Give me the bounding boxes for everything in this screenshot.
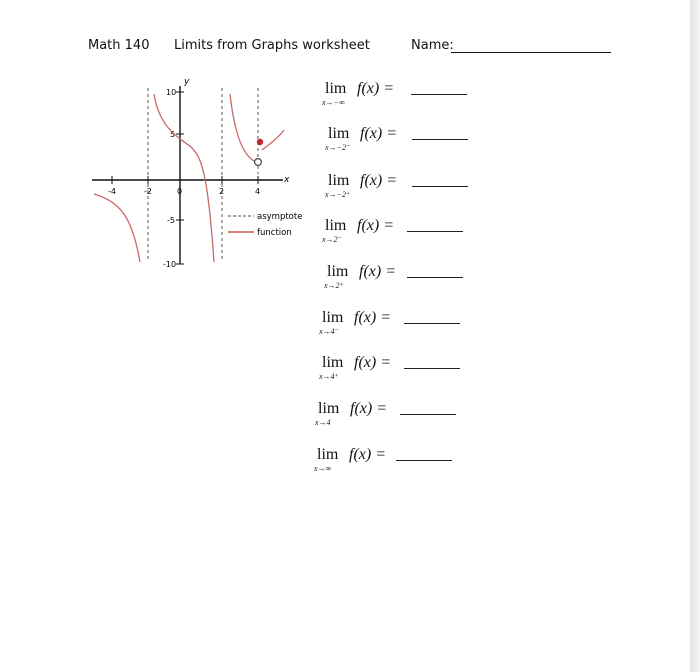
limit-approach: x→−2⁻ bbox=[325, 143, 351, 152]
limit-approach: x→4 bbox=[315, 418, 331, 427]
filled-point bbox=[257, 139, 263, 145]
worksheet-title: Limits from Graphs worksheet bbox=[174, 38, 370, 53]
function-notation: f(x) = bbox=[354, 354, 391, 371]
answer-blank[interactable] bbox=[396, 460, 452, 461]
axes bbox=[92, 86, 283, 264]
function-notation: f(x) = bbox=[360, 125, 397, 142]
lim-word: lim bbox=[325, 80, 347, 97]
limit-approach: x→−2⁺ bbox=[325, 190, 351, 199]
limit-approach: x→4⁺ bbox=[319, 372, 339, 381]
y-tick-label: -5 bbox=[167, 216, 175, 225]
answer-blank[interactable] bbox=[404, 323, 460, 324]
x-tick-label: 4 bbox=[255, 187, 261, 196]
curve-left-branch bbox=[94, 194, 140, 262]
lim-word: lim bbox=[327, 263, 349, 280]
x-axis-label: x bbox=[284, 175, 290, 185]
limit-approach: x→4⁻ bbox=[319, 327, 339, 336]
answer-blank[interactable] bbox=[412, 186, 468, 187]
lim-word: lim bbox=[318, 400, 340, 417]
limit-approach: x→2⁺ bbox=[324, 281, 344, 290]
function-notation: f(x) = bbox=[357, 80, 394, 97]
x-tick-label: 2 bbox=[219, 187, 225, 196]
answer-blank[interactable] bbox=[412, 139, 468, 140]
lim-word: lim bbox=[328, 125, 350, 142]
x-tick-label: -4 bbox=[108, 187, 116, 196]
lim-word: lim bbox=[317, 446, 339, 463]
lim-word: lim bbox=[328, 172, 350, 189]
answer-blank[interactable] bbox=[407, 277, 463, 278]
function-curves bbox=[94, 94, 284, 262]
vertical-asymptotes bbox=[148, 88, 261, 262]
function-notation: f(x) = bbox=[349, 446, 386, 463]
function-graph bbox=[88, 76, 398, 276]
answer-blank[interactable] bbox=[411, 94, 467, 95]
lim-word: lim bbox=[322, 309, 344, 326]
legend-asymptote-label: asymptote bbox=[257, 212, 303, 222]
legend-function-label: function bbox=[257, 228, 292, 238]
limit-approach: x→−∞ bbox=[322, 98, 345, 107]
limit-approach: x→2⁻ bbox=[322, 235, 342, 244]
function-notation: f(x) = bbox=[357, 217, 394, 234]
answer-blank[interactable] bbox=[407, 231, 463, 232]
answer-blank[interactable] bbox=[404, 368, 460, 369]
curve-middle-branch bbox=[154, 94, 214, 262]
y-tick-label: -10 bbox=[163, 260, 177, 269]
x-tick-label: -2 bbox=[144, 187, 152, 196]
answer-blank[interactable] bbox=[400, 414, 456, 415]
course-label: Math 140 bbox=[88, 38, 150, 53]
function-notation: f(x) = bbox=[360, 172, 397, 189]
lim-word: lim bbox=[322, 354, 344, 371]
y-tick-label: 10 bbox=[166, 88, 177, 97]
axis-ticks bbox=[112, 92, 261, 264]
open-circle bbox=[255, 159, 262, 166]
function-notation: f(x) = bbox=[354, 309, 391, 326]
x-tick-labels bbox=[108, 187, 260, 196]
curve-right-branch-to-hole bbox=[230, 94, 256, 162]
x-tick-label: 0 bbox=[177, 187, 183, 196]
y-tick-label: 5 bbox=[170, 130, 176, 139]
legend bbox=[228, 212, 302, 238]
function-notation: f(x) = bbox=[350, 400, 387, 417]
page-edge bbox=[690, 0, 700, 672]
limit-approach: x→∞ bbox=[314, 464, 332, 473]
y-tick-labels bbox=[163, 88, 176, 269]
name-label: Name: bbox=[411, 38, 454, 53]
function-notation: f(x) = bbox=[359, 263, 396, 280]
lim-word: lim bbox=[325, 217, 347, 234]
name-blank-line[interactable] bbox=[451, 52, 611, 53]
y-axis-label: y bbox=[184, 77, 190, 87]
curve-right-tail bbox=[262, 130, 284, 150]
